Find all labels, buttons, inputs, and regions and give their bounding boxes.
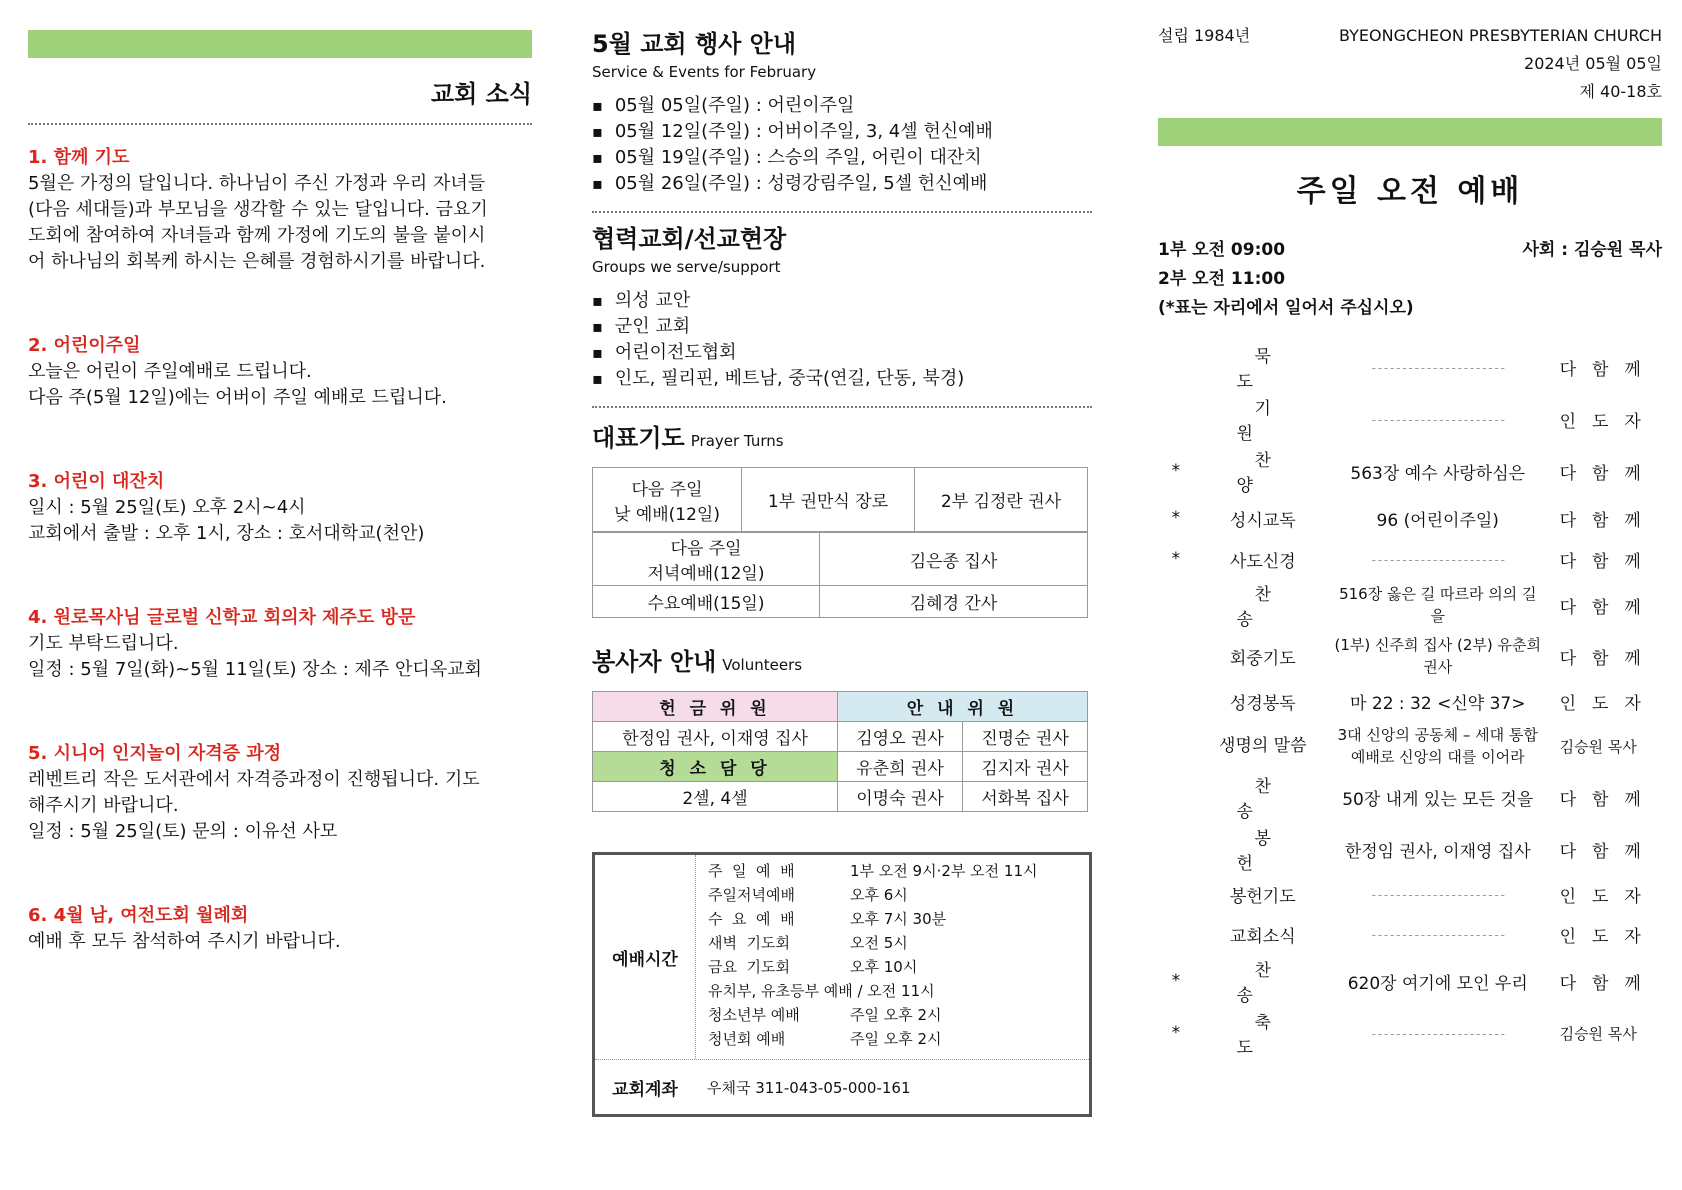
group-item: ▪ 어린이전도협회	[592, 340, 1092, 366]
usher-name: 김영오 권사	[838, 722, 963, 752]
schedule-label: 예배시간	[595, 855, 696, 1059]
order-item-leader: 인도자	[1559, 693, 1657, 714]
news-line: 오늘은 어린이 주일예배로 드립니다.	[28, 361, 312, 382]
schedule-item: 유치부, 유초등부 예배 / 오전 11시	[708, 982, 935, 1000]
order-item-name: 성시교독	[1229, 510, 1296, 531]
stand-marker	[1158, 631, 1194, 681]
events-column	[592, 0, 1092, 1117]
prayer-first: 1부 권만식 장로	[742, 468, 915, 532]
news-line: 일시 : 5월 25일(토) 오후 2시~4시	[28, 497, 306, 518]
order-row	[1158, 579, 1662, 631]
founded: 설립 1984년	[1158, 26, 1251, 45]
news-item	[28, 145, 532, 275]
news-line: 어 하나님의 회복케 하시는 은혜를 경험하시기를 바랍니다.	[28, 251, 486, 272]
volunteers-title	[592, 642, 1092, 677]
order-item-leader: 김승원 목사	[1559, 1024, 1637, 1043]
group-item: ▪ 군인 교회	[592, 314, 1092, 340]
news-list	[28, 145, 532, 955]
prayer-evening: 김은종 집사	[820, 533, 1088, 586]
church-name: BYEONGCHEON PRESBYTERIAN CHURCH	[1339, 26, 1662, 45]
prayer-label: 다음 주일 저녁예배(12일)	[593, 533, 820, 586]
order-item-name: 성경봉독	[1229, 693, 1296, 714]
order-item-leader: 다함께	[1559, 551, 1657, 572]
worship-schedule-box	[592, 852, 1092, 1117]
order-item-content: 마 22 : 32 <신약 37>	[1350, 693, 1526, 714]
account-label: 교회계좌	[612, 1079, 678, 1100]
order-item-content	[1332, 875, 1544, 913]
service-title: 주일 오전 예배	[1296, 174, 1524, 209]
usher-name: 서화복 집사	[963, 782, 1088, 812]
order-row	[1158, 445, 1662, 497]
stand-marker: *	[1171, 549, 1181, 569]
news-line: 교회에서 출발 : 오후 1시, 장소 : 호서대학교(천안)	[28, 523, 425, 544]
volunteers-table	[592, 691, 1088, 812]
news-line: 기도 부탁드립니다.	[28, 633, 179, 654]
order-item-name: 기원	[1236, 399, 1307, 444]
volunteers-subtitle: Volunteers	[722, 656, 803, 674]
news-title: 5. 시니어 인지놀이 자격증 과정	[28, 743, 282, 764]
dotted-placeholder: - - - - - - - - - - - - - - - - - - - - - -	[1371, 888, 1504, 902]
worship-order-column	[1158, 0, 1662, 1059]
stand-marker	[1158, 771, 1194, 823]
schedule-item: 주일저녁예배 오후 6시	[708, 886, 908, 904]
order-item-content: (1부) 신주희 집사 (2부) 유춘희 권사	[1334, 636, 1541, 676]
groups-title: 협력교회/선교현장	[592, 225, 787, 253]
divider	[28, 123, 532, 125]
news-title: 3. 어린이 대잔치	[28, 471, 165, 492]
order-item-name: 축도	[1236, 1013, 1307, 1058]
order-item-content: 563장 예수 사랑하심은	[1350, 463, 1526, 484]
order-item-name: 사도신경	[1229, 551, 1296, 572]
stand-marker	[1158, 579, 1194, 631]
right-header-bar	[1158, 118, 1662, 146]
order-item-name: 찬송	[1236, 777, 1307, 822]
order-row	[1158, 875, 1662, 913]
news-title: 1. 함께 기도	[28, 147, 130, 168]
news-line: 레벤트리 작은 도서관에서 자격증과정이 진행됩니다. 기도	[28, 769, 480, 790]
order-item-name: 묵도	[1236, 347, 1307, 392]
events-subtitle: Service & Events for February	[592, 63, 817, 81]
order-row	[1158, 771, 1662, 823]
order-row	[1158, 721, 1662, 771]
prayer-wednesday: 김혜경 간사	[820, 586, 1088, 618]
prayer-title-text: 대표기도	[592, 424, 685, 452]
prayer-second: 2부 김정란 권사	[915, 468, 1088, 532]
order-item-leader: 다함께	[1559, 597, 1657, 618]
stand-marker	[1158, 875, 1194, 913]
news-item	[28, 605, 532, 683]
group-item: ▪ 의성 교안	[592, 288, 1092, 314]
order-item-name: 교회소식	[1229, 926, 1296, 947]
news-line: 도회에 참여하여 자녀들과 함께 가정에 기도의 불을 붙이시	[28, 225, 486, 246]
stand-note: (*표는 자리에서 일어서 주십시오)	[1158, 298, 1414, 318]
stand-marker	[1158, 721, 1194, 771]
divider	[592, 406, 1092, 408]
groups-list	[592, 288, 1092, 392]
order-row	[1158, 631, 1662, 681]
order-row	[1158, 539, 1662, 579]
stand-marker	[1158, 913, 1194, 955]
order-row	[1158, 823, 1662, 875]
order-row	[1158, 913, 1662, 955]
usher-head: 안 내 위 원	[838, 692, 1088, 722]
order-row	[1158, 1007, 1662, 1059]
usher-name: 유춘희 권사	[838, 752, 963, 782]
account-row	[595, 1060, 1089, 1114]
order-item-leader: 다함께	[1559, 359, 1657, 380]
schedule-row	[595, 855, 1089, 1060]
events-list	[592, 93, 1092, 197]
order-item-leader: 다함께	[1559, 648, 1657, 669]
dotted-placeholder: - - - - - - - - - - - - - - - - - - - - - -	[1371, 1027, 1504, 1041]
schedule-item: 청년회 예배 주일 오후 2시	[708, 1030, 942, 1048]
event-item: ▪ 05월 12일(주일) : 어버이주일, 3, 4셀 헌신예배	[592, 119, 1092, 145]
dotted-placeholder: - - - - - - - - - - - - - - - - - - - - - -	[1371, 413, 1504, 427]
stand-marker	[1158, 393, 1194, 445]
order-item-content: 50장 내게 있는 모든 것을	[1342, 789, 1534, 810]
order-item-content	[1332, 1007, 1544, 1059]
stand-marker: *	[1171, 461, 1181, 481]
order-item-name: 생명의 말씀	[1219, 736, 1307, 756]
church-news-title: 교회 소식	[430, 80, 532, 108]
order-item-leader: 인도자	[1559, 886, 1657, 907]
bulletin-date: 2024년 05월 05일	[1524, 54, 1662, 73]
news-line: 예배 후 모두 참석하여 주시기 바랍니다.	[28, 931, 341, 952]
order-item-leader: 인도자	[1559, 926, 1657, 947]
order-item-content	[1332, 341, 1544, 393]
schedule-item: 주 일 예 배 1부 오전 9시·2부 오전 11시	[708, 862, 1038, 880]
news-line: (다음 세대들)과 부모님을 생각할 수 있는 달입니다. 금요기	[28, 199, 488, 220]
order-row	[1158, 681, 1662, 721]
news-line: 5월은 가정의 달입니다. 하나님이 주신 가정과 우리 자녀들	[28, 173, 486, 194]
order-item-content	[1332, 393, 1544, 445]
order-row	[1158, 497, 1662, 539]
church-header	[1158, 22, 1662, 50]
stand-marker: *	[1171, 971, 1181, 991]
news-line: 일정 : 5월 25일(토) 문의 : 이유선 사모	[28, 821, 338, 842]
order-item-content: 620장 여기에 모인 우리	[1347, 973, 1528, 994]
news-line: 해주시기 바랍니다.	[28, 795, 179, 816]
church-news-column	[28, 0, 532, 955]
order-item-leader: 다함께	[1559, 841, 1657, 862]
group-item: ▪ 인도, 필리핀, 베트남, 중국(연길, 단동, 북경)	[592, 366, 1092, 392]
host: 사회 : 김승원 목사	[1522, 240, 1662, 260]
stand-marker: *	[1171, 508, 1181, 528]
order-item-content: 3대 신앙의 공동체 – 세대 통합 예배로 신앙의 대를 이어라	[1337, 726, 1538, 766]
time-second: 2부 오전 11:00	[1158, 269, 1286, 289]
prayer-label: 수요예배(15일)	[593, 586, 820, 618]
order-item-name: 봉헌기도	[1229, 886, 1296, 907]
divider	[592, 211, 1092, 213]
order-item-leader: 김승원 목사	[1559, 737, 1637, 756]
order-item-content: 한정임 권사, 이재영 집사	[1344, 841, 1531, 862]
dotted-placeholder: - - - - - - - - - - - - - - - - - - - - - -	[1371, 361, 1504, 375]
offering-names: 한정임 권사, 이재영 집사	[593, 722, 838, 752]
news-title: 2. 어린이주일	[28, 335, 141, 356]
order-item-leader: 다함께	[1559, 789, 1657, 810]
schedule-list	[696, 855, 1037, 1059]
news-line: 일정 : 5월 7일(화)~5월 11일(토) 장소 : 제주 안디옥교회	[28, 659, 482, 680]
schedule-item: 수 요 예 배 오후 7시 30분	[708, 910, 947, 928]
issue-number: 제 40-18호	[1579, 82, 1662, 101]
order-row	[1158, 955, 1662, 1007]
schedule-item: 금요 기도회 오후 10시	[708, 958, 918, 976]
order-item-content: 96 (어린이주일)	[1376, 510, 1499, 531]
news-item	[28, 469, 532, 547]
usher-name: 진명순 권사	[963, 722, 1088, 752]
order-item-content: 516장 옳은 길 따르라 의의 길을	[1339, 585, 1537, 625]
news-title: 6. 4월 남, 여전도회 월례회	[28, 905, 249, 926]
event-item: ▪ 05월 05일(주일) : 어린이주일	[592, 93, 1092, 119]
stand-marker: *	[1171, 1023, 1181, 1043]
prayer-title	[592, 418, 1092, 453]
schedule-item: 청소년부 예배 주일 오후 2시	[708, 1006, 942, 1024]
prayer-table-2	[592, 532, 1088, 618]
event-item: ▪ 05월 19일(주일) : 스승의 주일, 어린이 대잔치	[592, 145, 1092, 171]
stand-marker	[1158, 341, 1194, 393]
news-item	[28, 903, 532, 955]
left-header-bar	[28, 30, 532, 58]
news-item	[28, 741, 532, 845]
groups-subtitle: Groups we serve/support	[592, 258, 781, 276]
dotted-placeholder: - - - - - - - - - - - - - - - - - - - - - -	[1371, 553, 1504, 567]
order-item-leader: 다함께	[1559, 973, 1657, 994]
order-item-leader: 다함께	[1559, 463, 1657, 484]
worship-order-table	[1158, 341, 1662, 1059]
dotted-placeholder: - - - - - - - - - - - - - - - - - - - - - -	[1371, 928, 1504, 942]
order-item-name: 봉헌	[1236, 829, 1307, 874]
usher-name: 이명숙 권사	[838, 782, 963, 812]
schedule-item: 새벽 기도회 오전 5시	[708, 934, 908, 952]
news-line: 다음 주(5월 12일)에는 어버이 주일 예배로 드립니다.	[28, 387, 447, 408]
order-item-name: 찬송	[1236, 961, 1307, 1006]
events-title: 5월 교회 행사 안내	[592, 30, 797, 58]
time-first: 1부 오전 09:00	[1158, 240, 1286, 260]
stand-marker	[1158, 823, 1194, 875]
stand-marker	[1158, 681, 1194, 721]
volunteers-title-text: 봉사자 안내	[592, 648, 717, 676]
event-item: ▪ 05월 26일(주일) : 성령강림주일, 5셀 헌신예배	[592, 171, 1092, 197]
order-item-leader: 다함께	[1559, 510, 1657, 531]
order-item-name: 회중기도	[1229, 648, 1296, 669]
order-item-content	[1332, 913, 1544, 955]
order-item-name: 찬송	[1236, 585, 1307, 630]
news-item	[28, 333, 532, 411]
order-item-leader: 인도자	[1559, 411, 1657, 432]
order-item-name: 찬양	[1236, 451, 1307, 496]
prayer-table	[592, 467, 1088, 532]
service-times	[1158, 236, 1662, 323]
account-value: 우체국 311-043-05-000-161	[707, 1078, 911, 1097]
prayer-label: 다음 주일 낮 예배(12일)	[593, 468, 742, 532]
prayer-subtitle: Prayer Turns	[690, 432, 784, 450]
cleaning-names: 2셀, 4셀	[593, 782, 838, 812]
news-title: 4. 원로목사님 글로벌 신학교 회의차 제주도 방문	[28, 607, 416, 628]
order-row	[1158, 341, 1662, 393]
order-item-content	[1332, 539, 1544, 579]
offering-head: 헌 금 위 원	[593, 692, 838, 722]
usher-name: 김지자 권사	[963, 752, 1088, 782]
order-row	[1158, 393, 1662, 445]
cleaning-head: 청 소 담 당	[593, 752, 838, 782]
